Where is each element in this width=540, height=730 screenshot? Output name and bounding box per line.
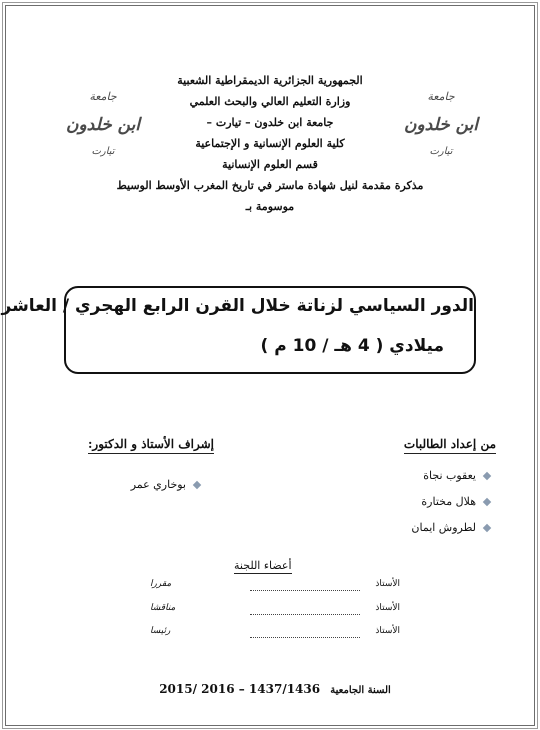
list-item: لطروش ايمان <box>411 515 490 541</box>
thesis-description: مذكرة مقدمة لنيل شهادة ماستر في تاريخ المغرب الأوسط الوسيط <box>116 179 424 192</box>
logo-bottom-text: تيارت <box>429 146 453 157</box>
diamond-bullet-icon <box>483 524 491 532</box>
list-item: يعقوب نجاة <box>411 463 490 489</box>
logo-bottom-text: تيارت <box>91 146 115 157</box>
students-list <box>411 463 490 541</box>
department-name: قسم العلوم الإنسانية <box>222 158 318 171</box>
academic-year-value: 2015/ 2016 – 1437/1436 <box>159 682 321 696</box>
logo-top-text: جامعة <box>427 90 455 103</box>
committee-title: أعضاء اللجنة <box>234 559 292 572</box>
faculty-name: كلية العلوم الإنسانية و الإجتماعية <box>195 137 345 150</box>
ministry-name: وزارة التعليم العالي والبحث العلمي <box>189 95 351 108</box>
academic-year <box>150 682 400 696</box>
dotted-line <box>250 579 360 591</box>
thesis-title-box <box>1 286 476 374</box>
institution-header <box>105 70 435 217</box>
prepared-by-heading: من إعداد الطالبات <box>404 437 496 454</box>
logo-main-text: ابن خلدون <box>65 115 141 135</box>
thesis-title-line1: الدور السياسي لزناتة خلال القرن الرابع الهجري / العاشر <box>1 296 474 316</box>
titled-label: موسومة بـ <box>245 200 295 213</box>
diamond-bullet-icon <box>483 472 491 480</box>
supervision-heading: إشراف الأستاذ و الدكتور: <box>88 437 214 454</box>
committee-member: الأستاذ مناقشا <box>150 603 400 613</box>
logo-main-text: ابن خلدون <box>403 115 479 135</box>
university-name: جامعة ابن خلدون – تيارت – <box>206 116 334 129</box>
supervisor-list <box>131 472 200 498</box>
committee-member: الأستاذ مقررا <box>150 579 400 589</box>
committee-member: الأستاذ رئيسا <box>150 626 400 636</box>
diamond-bullet-icon <box>193 481 201 489</box>
list-item: بوخاري عمر <box>131 472 200 498</box>
republic-name: الجمهورية الجزائرية الديمقراطية الشعبية <box>177 74 363 87</box>
academic-year-label: السنة الجامعية <box>330 685 391 696</box>
logo-top-text: جامعة <box>89 90 117 103</box>
dotted-line <box>250 626 360 638</box>
diamond-bullet-icon <box>483 498 491 506</box>
list-item: هلال مختارة <box>411 489 490 515</box>
dotted-line <box>250 603 360 615</box>
thesis-title-line2: ميلادي ( 4 هـ / 10 م ) <box>260 336 444 356</box>
